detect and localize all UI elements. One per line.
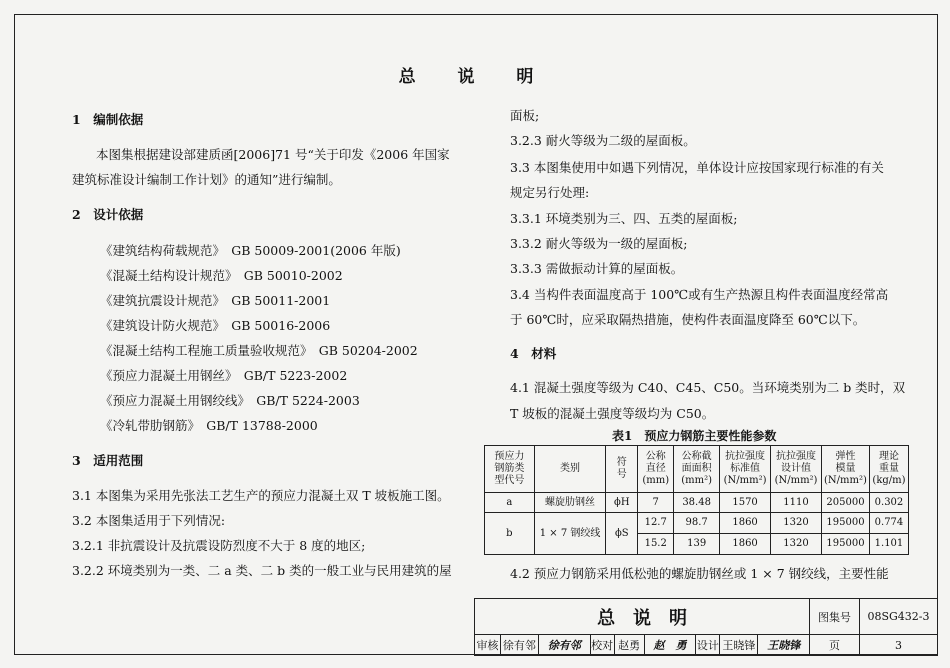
paragraph-line: 规定另行处理: [510, 185, 590, 200]
paragraph-line: 3.2.3 耐火等级为二级的屋面板。 [510, 133, 696, 148]
table-header: 符 号 [606, 446, 638, 493]
paragraph-line: 本图集根据建设部建质函[2006]71 号“关于印发《2006 年国家 [96, 147, 450, 162]
table-cell: 0.302 [869, 493, 908, 513]
section-4-heading: 4 材料 [510, 346, 557, 361]
table-cell: 螺旋肋钢丝 [534, 493, 606, 513]
reference-item: 《预应力混凝土用钢丝》 GB/T 5223-2002 [100, 368, 348, 383]
table-cell: ϕS [606, 513, 638, 555]
paragraph-line: 3.2.2 环境类别为一类、二 a 类、二 b 类的一般工业与民用建筑的屋 [72, 563, 452, 578]
table-cell: 1320 [771, 534, 822, 555]
reference-item: 《预应力混凝土用钢绞线》 GB/T 5224-2003 [100, 393, 360, 408]
design-label: 设计 [696, 635, 720, 656]
spec-table [484, 445, 909, 555]
table-header: 公称截 面面积 (mm²) [674, 446, 720, 493]
page-frame [14, 14, 938, 655]
review-label: 审核 [475, 635, 501, 656]
reference-item: 《建筑结构荷载规范》 GB 50009-2001(2006 年版) [100, 243, 401, 258]
paragraph-line: 建筑标准设计编制工作计划》的通知”进行编制。 [72, 172, 341, 187]
reviewer-name: 徐有邻 [500, 635, 538, 656]
table-cell: 195000 [822, 534, 870, 555]
table-cell: ϕH [606, 493, 638, 513]
paragraph-line: 3.3.3 需做振动计算的屋面板。 [510, 261, 684, 276]
section-3-heading: 3 适用范围 [72, 453, 144, 468]
check-label: 校对 [590, 635, 614, 656]
table-cell: 1860 [720, 513, 771, 534]
table-cell: 15.2 [638, 534, 674, 555]
paragraph-line: 4.1 混凝土强度等级为 C40、C45、C50。当环境类别为二 b 类时，双 [510, 380, 906, 395]
reviewer-signature: 徐有邻 [538, 635, 590, 656]
table-cell: 98.7 [674, 513, 720, 534]
paragraph-line: 3.2.1 非抗震设计及抗震设防烈度不大于 8 度的地区; [72, 538, 366, 553]
table-row [485, 513, 909, 534]
paragraph-line: 3.2 本图集适用于下列情况: [72, 513, 226, 528]
reference-item: 《冷轧带肋钢筋》 GB/T 13788-2000 [100, 418, 318, 433]
titleblock-name: 总 说 明 [475, 599, 810, 635]
designer-name: 王晓锋 [720, 635, 758, 656]
atlas-number: 08SG432-3 [859, 599, 937, 635]
table-cell: 1110 [771, 493, 822, 513]
table-cell: 1320 [771, 513, 822, 534]
table-header: 公称 直径 (mm) [638, 446, 674, 493]
section-1-heading: 1 编制依据 [72, 112, 144, 127]
page-title: 总 说 明 [398, 67, 552, 87]
table-cell: 1860 [720, 534, 771, 555]
table-header: 抗拉强度 标准值 (N/mm²) [720, 446, 771, 493]
paragraph-line: 面板; [510, 108, 540, 123]
table-header: 类别 [534, 446, 606, 493]
reference-item: 《建筑设计防火规范》 GB 50016-2006 [100, 318, 331, 333]
reference-item: 《建筑抗震设计规范》 GB 50011-2001 [100, 293, 331, 308]
page-label: 页 [810, 635, 860, 656]
table-row [485, 493, 909, 513]
table-header: 预应力 钢筋类 型代号 [485, 446, 535, 493]
paragraph-line: 3.3.2 耐火等级为一级的屋面板; [510, 236, 688, 251]
table-cell: 38.48 [674, 493, 720, 513]
paragraph-line: 3.3.1 环境类别为三、四、五类的屋面板; [510, 211, 738, 226]
table-cell: a [485, 493, 535, 513]
page-number: 3 [859, 635, 937, 656]
table-caption: 表1 预应力钢筋主要性能参数 [612, 429, 777, 443]
table-cell: 7 [638, 493, 674, 513]
table-cell: 205000 [822, 493, 870, 513]
table-cell: 0.774 [869, 513, 908, 534]
table-cell: 1.101 [869, 534, 908, 555]
table-header-row [485, 446, 909, 493]
table-cell: 1570 [720, 493, 771, 513]
table-header: 弹性 模量 (N/mm²) [822, 446, 870, 493]
designer-signature: 王晓锋 [758, 635, 810, 656]
paragraph-line: 4.2 预应力钢筋采用低松弛的螺旋肋钢丝或 1 × 7 钢绞线，主要性能 [510, 566, 889, 581]
paragraph-line: 3.4 当构件表面温度高于 100℃或有生产热源且构件表面温度经常高 [510, 287, 889, 302]
table-cell: 1 × 7 钢绞线 [534, 513, 606, 555]
table-cell: 195000 [822, 513, 870, 534]
paragraph-line: 3.3 本图集使用中如遇下列情况，单体设计应按国家现行标准的有关 [510, 160, 884, 175]
checker-name: 赵勇 [614, 635, 644, 656]
paragraph-line: 3.1 本图集为采用先张法工艺生产的预应力混凝土双 T 坡板施工图。 [72, 488, 450, 503]
reference-item: 《混凝土结构设计规范》 GB 50010-2002 [100, 268, 343, 283]
table-cell: 12.7 [638, 513, 674, 534]
table-header: 抗拉强度 设计值 (N/mm²) [771, 446, 822, 493]
section-2-heading: 2 设计依据 [72, 207, 144, 222]
checker-signature: 赵 勇 [644, 635, 696, 656]
title-block [474, 598, 938, 656]
atlas-label: 图集号 [810, 599, 860, 635]
table-cell: b [485, 513, 535, 555]
reference-item: 《混凝土结构工程施工质量验收规范》 GB 50204-2002 [100, 343, 418, 358]
paragraph-line: T 坡板的混凝土强度等级均为 C50。 [510, 406, 715, 421]
paragraph-line: 于 60℃时，应采取隔热措施，使构件表面温度降至 60℃以下。 [510, 312, 866, 327]
table-header: 理论 重量 (kg/m) [869, 446, 908, 493]
table-cell: 139 [674, 534, 720, 555]
